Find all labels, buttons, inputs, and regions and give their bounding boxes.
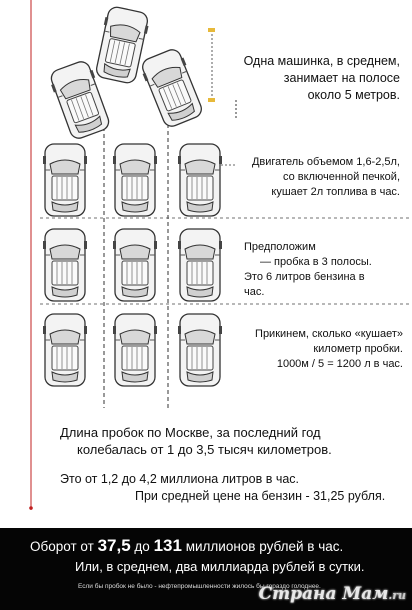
summary-min-value: 37,5 — [97, 536, 131, 555]
watermark-text: Страна Мам — [258, 584, 389, 604]
assume-text — [230, 240, 385, 300]
intro-text — [170, 53, 400, 104]
car-top-1 — [93, 5, 151, 85]
estimate-line-3: 1000м / 5 = 1200 л в час. — [276, 358, 403, 370]
summary-footnote: Если бы пробок не было - нефтепромышленности жилось бы гораздо голоднее. — [78, 583, 321, 590]
liters-text — [40, 471, 400, 505]
moscow-line-2: колебалась от 1 до 3,5 тысяч километров. — [77, 442, 332, 457]
summary-prefix: Оборот от — [30, 539, 94, 554]
watermark-domain: .ru — [388, 589, 406, 602]
summary-mid: до — [134, 539, 150, 554]
summary-banner — [0, 528, 412, 610]
watermark-logo — [259, 584, 406, 604]
assume-line-3: Это 6 литров бензина в час. — [244, 271, 365, 298]
assume-line-2: — пробка в 3 полосы. — [260, 256, 372, 268]
summary-line-2: Или, в среднем, два миллиарда рублей в сутки. — [75, 559, 365, 574]
engine-line-3: кушает 2л топлива в час. — [271, 186, 400, 198]
intro-line-3: около 5 метров. — [307, 88, 400, 102]
intro-line-2: занимает на полосе — [283, 71, 400, 85]
intro-line-1: Одна машинка, в среднем, — [243, 54, 400, 68]
summary-suffix: миллионов рублей в час. — [185, 539, 344, 554]
estimate-line-1: Прикинем, сколько «кушает» — [255, 328, 403, 340]
moscow-text — [40, 424, 380, 458]
summary-line-1 — [30, 536, 343, 556]
estimate-line-2: километр пробки. — [313, 343, 403, 355]
engine-line-2: со включенной печкой, — [282, 171, 400, 183]
engine-line-1: Двигатель объемом 1,6-2,5л, — [251, 156, 400, 168]
liters-line-1: Это от 1,2 до 4,2 миллиона литров в час. — [60, 472, 300, 486]
summary-max-value: 131 — [153, 536, 182, 555]
liters-line-2: При средней цене на бензин - 31,25 рубля. — [135, 489, 386, 503]
moscow-line-1: Длина пробок по Москве, за последний год — [60, 425, 321, 440]
estimate-text — [233, 327, 403, 372]
engine-text — [230, 155, 400, 200]
assume-line-1: Предположим — [244, 241, 316, 253]
